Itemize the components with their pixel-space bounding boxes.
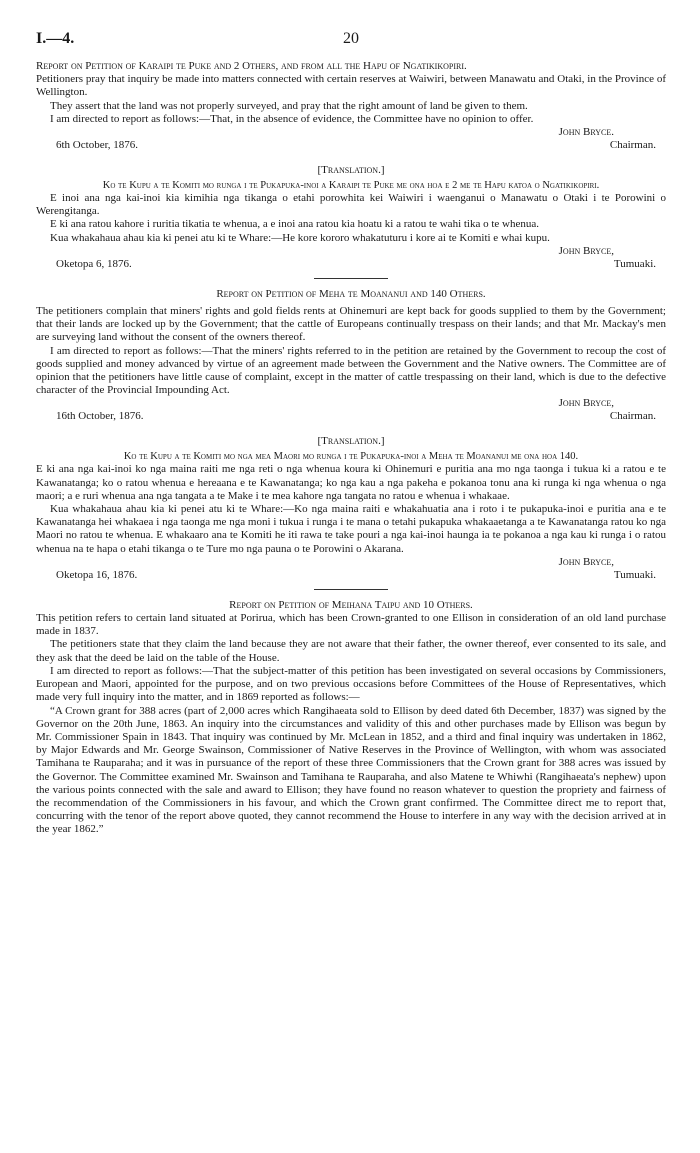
page-header [36, 0, 666, 47]
signatory-name: John Bryce, [558, 555, 614, 568]
section-title: Report on Petition of Meihana Taipu and 10 Others. [229, 598, 473, 611]
report-date: 16th October, 1876. [56, 410, 144, 423]
section-title: Report on Petition of Karaipi te Puke and 2 Others, and from all the Hapu of Ngatikikopiri. [36, 60, 467, 72]
report-meha [36, 288, 666, 424]
quoted-report: “A Crown grant for 388 acres (part of 2,000 acres which Rangihaeata sold to Ellison by deed dated 6th December, 1837) was signed by the Governor on the 20th June, 1863. An inquiry into the circumstances and validity of this and other purchases made by Ellison was begun by Mr. Commissioner Spain in 1843. That inquiry was continued by Mr. McLean in 1852, and a third and final inquiry was undertaken in 1862, by Major Edwards and Mr. George Swainson, Commissioner of Native Reserves in the Province of Wellington, with whom was associated Tamihana te Rauparaha; and it was in pursuance of the report of these three Commissioners that the Crown grant for 388 acres was issued by the Governor. The Committee examined Mr. Swainson and Tamihana te Rauparaha, and also Matene te Whiwhi (Rangihaeata's nephew) upon the various points connected with the sale and award to Ellison; they have found no reason whatever to question the propriety and fairness of the recommendation of the Commissioners in his favour, and which the Crown grant confirmed. The Committee direct me to report that, concurring with the tenor of the report above quoted, they cannot recommend the House to interfere in any way with the decision arrived at in the year 1862.” [36, 704, 666, 836]
section-divider [314, 589, 388, 590]
report-date: 6th October, 1876. [56, 139, 139, 152]
paragraph: I am directed to report as follows:—That, in the absence of evidence, the Committee have no opinion to offer. [50, 112, 534, 125]
translation-label: [Translation.] [317, 435, 385, 448]
signature-block [36, 556, 666, 582]
section-divider [314, 278, 388, 279]
signatory-name: John Bryce, [558, 397, 614, 410]
paragraph: E ki ana ratou kahore i ruritia tikatia te whenua, a e inoi ana ratou kia hoatu ki a ratou te wahi tika o te whenua. [50, 218, 540, 231]
paragraph: The petitioners state that they claim the land because they are not aware that their father, the owner thereof, ever consented to its sale, and they ask that the deed be laid on the table of the House. [36, 638, 666, 664]
translation-title: Ko te Kupu a te Komiti mo runga i te Pukapuka-inoi a Karaipi te Puke me ona hoa e 2 me te Hapu katoa o Ngatikikopiri. [102, 180, 600, 192]
paragraph: E ki ana nga kai-inoi ko nga maina raiti me nga reti o nga whenua koura ki Ohinemuri e puritia ana mo nga taonga i tukua ki a ratou e te Kawanatanga; ko o ratou whenua e hereaana e te Kawanatanga; ko nga kau a nga pakeha e pokanoa tonu ana ki runga ki nga whenua o nga maori; a e ruri whenua ana nga tangata a te Make i te mea kahore nga tangata no ratou e whenua i whakaae. [36, 463, 666, 502]
paragraph: I am directed to report as follows:—That the miners' rights referred to in the petition are retained by the Government to recoup the cost of goods supplied and money advanced by virtue of an agreement made between the Government and the Native owners. The Committee are of opinion that the petitioners have little cause of complaint, except in the matter of cattle trespassing on their land, which is due to the defective character of the Provincial Impounding Act. [36, 344, 666, 397]
translation-meha [36, 435, 666, 581]
page-number: 20 [343, 30, 359, 47]
report-meihana [36, 599, 666, 837]
paragraph: Petitioners pray that inquiry be made into matters connected with certain reserves at Waiwiri, between Manawatu and Otaki, in the Province of Wellington. [36, 73, 666, 99]
signatory-role: Chairman. [609, 410, 656, 423]
signature-block [36, 126, 666, 152]
paragraph: E inoi ana nga kai-inoi kia kimihia nga tikanga o etahi porowhita kei Waiwiri i waenganui o Manawatu o Otaki i te Porowini o Werengitanga. [36, 192, 666, 218]
series-number: I.—4. [36, 30, 75, 47]
translation-karaipi [36, 164, 666, 271]
signature-block [36, 397, 666, 423]
paragraph: Kua whakahaua ahau kia ki penei atu ki te Whare:—Ko nga maina raiti e whakahuatia ana i roto i te pukapuka-inoi e puritia ana e te Kawanatanga hei whakaea i nga taonga me nga moni i tukua i runga i te mana o tetahi pukapuka whakaaetanga a te Kawanatanga ratou ko nga Maori no ratou te whenua. E whakaaro ana te Komiti he iti rawa te take pouri a nga kai-inoi haunga ia te pokanoa a nga kau ki runga i o ratou whenua na te hapa o etahi tikanga o te Ture mo nga pauna o te Porowini o Akarana. [36, 503, 666, 555]
document-page [36, 0, 666, 837]
section-title: Report on Petition of Meha te Moananui and 140 Others. [216, 287, 486, 300]
paragraph: I am directed to report as follows:—That the subject-matter of this petition has been investigated on several occasions by Commissioners, European and Maori, appointed for the purpose, and on two previous occasions before Committees of the House of Representatives, which made very full inquiry into the matter, and in 1869 reported as follows:— [36, 664, 666, 704]
paragraph: The petitioners complain that miners' rights and gold fields rents at Ohinemuri are kept back for goods supplied to them by the Government; that their lands are locked up by the Government; that the cattle of Europeans continually trespass on their lands; and that Mr. Mackay's men are surveying land without the consent of the owners thereof. [36, 305, 666, 344]
signature-block [36, 245, 666, 271]
signatory-role: Tumuaki. [613, 257, 656, 270]
translation-title: Ko te Kupu a te Komiti mo nga mea Maori mo runga i te Pukapuka-inoi a Meha te Moananui me ona hoa 140. [123, 451, 579, 463]
paragraph: They assert that the land was not properly surveyed, and pray that the right amount of land be given to them. [50, 99, 528, 112]
signatory-role: Tumuaki. [613, 568, 656, 581]
report-date: Oketopa 16, 1876. [56, 568, 138, 581]
translation-label: [Translation.] [317, 164, 385, 177]
report-karaipi [36, 60, 666, 152]
signatory-name: John Bryce. [558, 126, 614, 139]
paragraph: Kua whakahaua ahau kia ki penei atu ki te Whare:—He kore kororo whakatuturu i kore ai te Komiti e whai kupu. [50, 231, 550, 244]
signatory-name: John Bryce, [558, 244, 614, 257]
paragraph: This petition refers to certain land situated at Porirua, which has been Crown-granted to one Ellison in consideration of an old land purchase made in 1837. [36, 612, 666, 638]
signatory-role: Chairman. [609, 139, 656, 152]
report-date: Oketopa 6, 1876. [56, 257, 132, 270]
